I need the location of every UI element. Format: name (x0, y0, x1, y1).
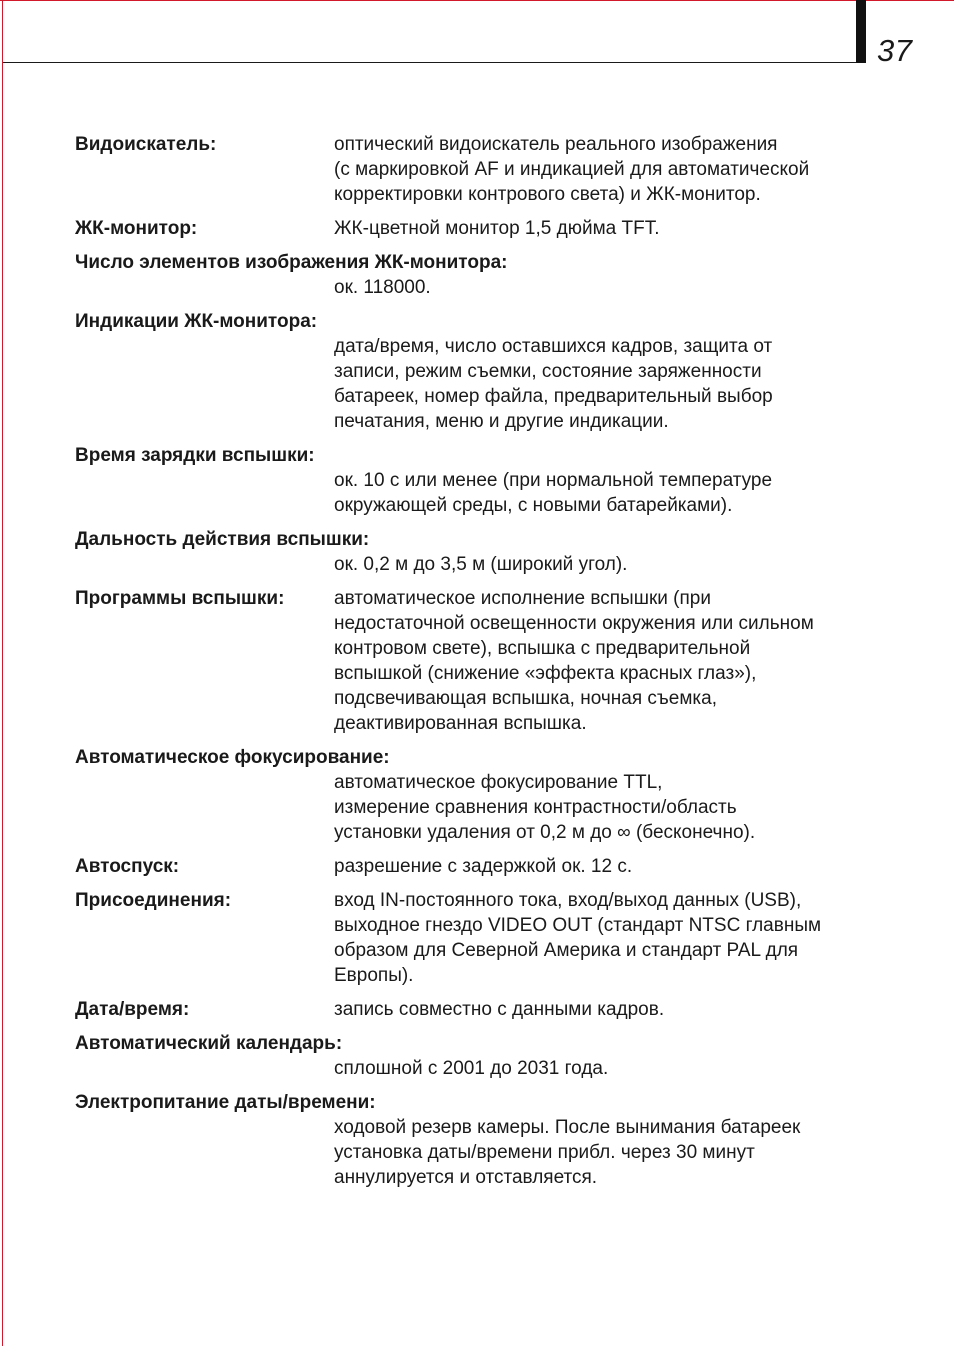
spec-value-line: сплошной с 2001 до 2031 года. (334, 1058, 609, 1079)
spec-value-line: недостаточной освещенности окружения или сильном (334, 613, 814, 634)
spec-value-line: контровом свете), вспышка с предварительной (334, 638, 751, 659)
spec-entry (75, 216, 895, 241)
spec-value-line: ок. 118000. (334, 277, 431, 298)
specifications-list (75, 132, 895, 1199)
spec-value-line: образом для Северной Америка и стандарт PAL для (334, 940, 799, 961)
header-rule (3, 62, 859, 63)
spec-value (334, 997, 895, 1022)
spec-value-line: аннулируется и отставляется. (334, 1167, 598, 1188)
spec-entry (75, 309, 895, 434)
spec-value (334, 1056, 895, 1081)
spec-value-line: дата/время, число оставшихся кадров, защита от (334, 336, 773, 357)
spec-value (334, 216, 895, 241)
spec-value (334, 854, 895, 879)
spec-value-line: батареек, номер файла, предварительный выбор (334, 386, 773, 407)
spec-value-line: оптический видоискатель реального изображения (334, 134, 778, 155)
spec-label: Число элементов изображения ЖК-монитора: (75, 252, 508, 273)
spec-value-line: вспышкой (снижение «эффекта красных глаз»), (334, 663, 757, 684)
spec-value-line: измерение сравнения контрастности/область (334, 797, 737, 818)
spec-value (334, 770, 895, 845)
spec-value-line: подсвечивающая вспышка, ночная съемка, (334, 688, 717, 709)
spec-value-line: окружающей среды, с новыми батарейками). (334, 495, 733, 516)
spec-entry (75, 888, 895, 988)
spec-value-line: автоматическое исполнение вспышки (при (334, 588, 711, 609)
spec-label: Видоискатель: (75, 134, 217, 155)
spec-value (334, 132, 895, 207)
spec-entry (75, 132, 895, 207)
spec-entry (75, 250, 895, 300)
spec-label: Время зарядки вспышки: (75, 445, 315, 466)
spec-entry (75, 586, 895, 736)
spec-value-line: ходовой резерв камеры. После вынимания батареек (334, 1117, 801, 1138)
spec-value-line: деактивированная вспышка. (334, 713, 587, 734)
spec-value-line: ЖК-цветной монитор 1,5 дюйма TFT. (334, 218, 660, 239)
spec-value (334, 334, 895, 434)
spec-label: Дата/время: (75, 999, 190, 1020)
spec-value-line: автоматическое фокусирование TTL, (334, 772, 663, 793)
spec-value (334, 888, 895, 988)
spec-value-line: запись совместно с данными кадров. (334, 999, 665, 1020)
spec-value (334, 275, 895, 300)
page-edge-top (0, 0, 954, 1)
spec-value (334, 1115, 895, 1190)
spec-label: Автоспуск: (75, 856, 180, 877)
spec-entry (75, 527, 895, 577)
spec-entry (75, 745, 895, 845)
spec-value-line: Европы). (334, 965, 414, 986)
spec-value (334, 552, 895, 577)
spec-value-line: ок. 0,2 м до 3,5 м (широкий угол). (334, 554, 628, 575)
header-tab-bar (856, 0, 866, 63)
spec-value (334, 468, 895, 518)
spec-entry (75, 443, 895, 518)
spec-label: Автоматическое фокусирование: (75, 747, 390, 768)
spec-value-line: печатания, меню и другие индикации. (334, 411, 669, 432)
spec-value-line: установки удаления от 0,2 м до ∞ (бесконечно). (334, 822, 756, 843)
spec-label: Индикации ЖК-монитора: (75, 311, 318, 332)
spec-label: Автоматический календарь: (75, 1033, 343, 1054)
spec-value-line: записи, режим съемки, состояние заряженности (334, 361, 762, 382)
page-number: 37 (877, 33, 913, 68)
spec-label: Программы вспышки: (75, 588, 285, 609)
spec-value-line: ок. 10 с или менее (при нормальной температуре (334, 470, 773, 491)
spec-entry (75, 854, 895, 879)
spec-value (334, 586, 895, 736)
spec-value-line: корректировки контрового света) и ЖК-монитор. (334, 184, 761, 205)
spec-value-line: (с маркировкой AF и индикацией для автоматической (334, 159, 810, 180)
spec-label: Присоединения: (75, 890, 232, 911)
spec-value-line: выходное гнездо VIDEO OUT (стандарт NTSC главным (334, 915, 822, 936)
spec-value-line: вход IN-постоянного тока, вход/выход данных (USB), (334, 890, 802, 911)
spec-value-line: разрешение с задержкой ок. 12 с. (334, 856, 633, 877)
page-edge-left (2, 0, 3, 1346)
spec-label: Дальность действия вспышки: (75, 529, 370, 550)
spec-value-line: установка даты/времени прибл. через 30 минут (334, 1142, 755, 1163)
spec-entry (75, 1090, 895, 1190)
spec-label: Электропитание даты/времени: (75, 1092, 376, 1113)
spec-label: ЖК-монитор: (75, 218, 198, 239)
spec-entry (75, 997, 895, 1022)
spec-entry (75, 1031, 895, 1081)
